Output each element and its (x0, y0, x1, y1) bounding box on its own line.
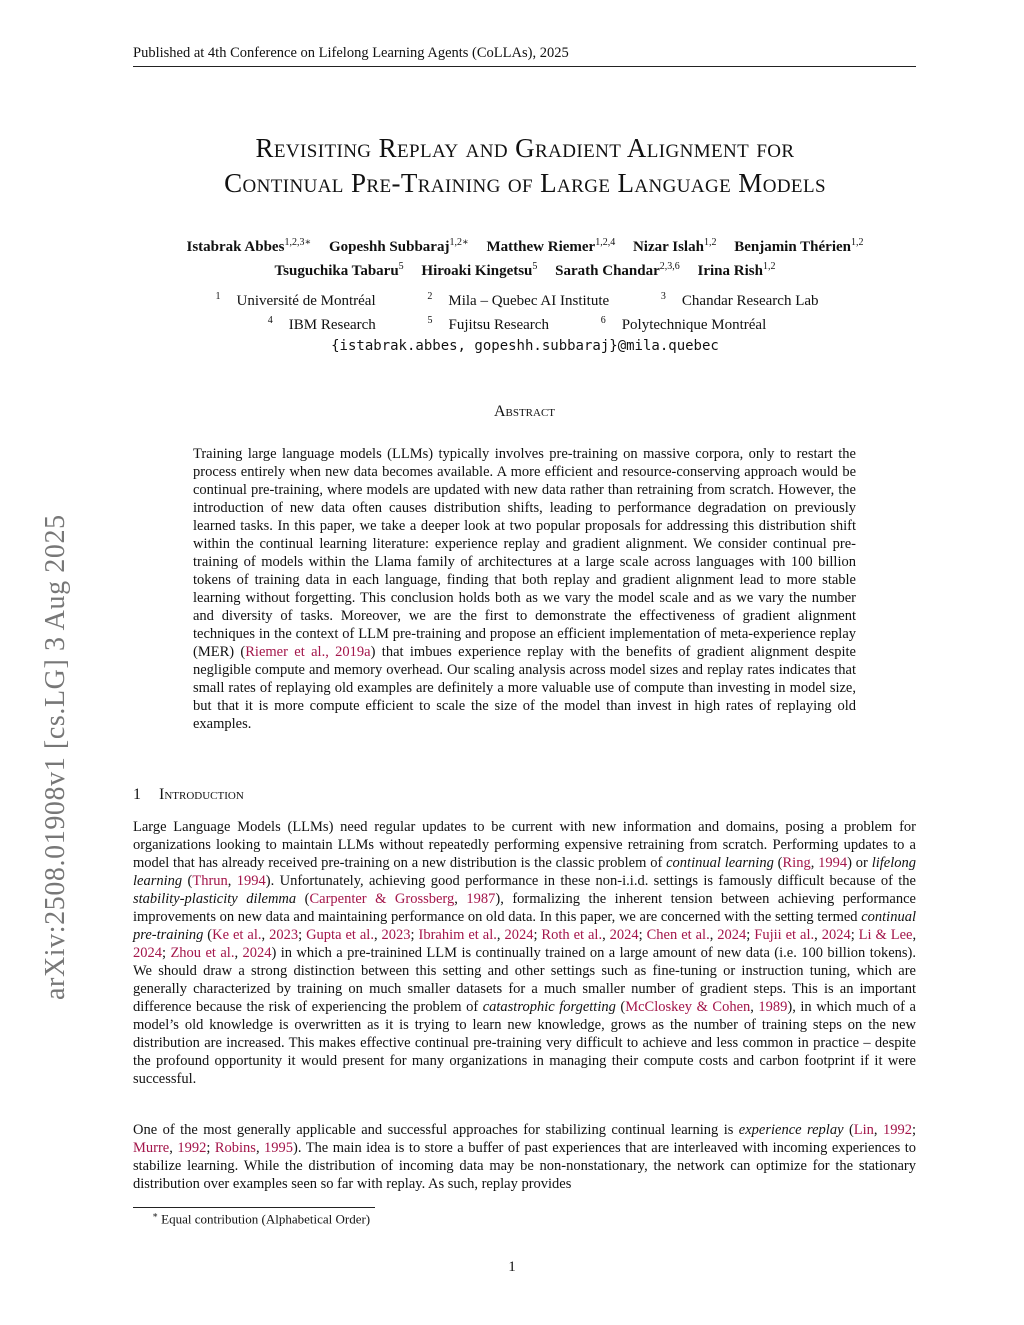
citation-link[interactable]: Thrun (192, 873, 228, 889)
paragraph-text: ) in which a pre-trainined LLM is continually trained on a large amount of new data (i.e. 100 billion tokens). We should draw a strong distinction between this setting and other settings such as fine-tuning or instruction tuning, which are generally characterized by training on much smaller datasets for a much smaller number of gradient steps. This is an important difference because the risk of experiencing the problem of (133, 945, 917, 1015)
paper-title-line-1: Revisiting Replay and Gradient Alignment for (255, 133, 795, 163)
paragraph-text: ; (206, 1140, 215, 1156)
paragraph-text: , (709, 927, 718, 943)
paragraph-text: , (750, 999, 759, 1015)
citation-link[interactable]: Fujii et al. (754, 927, 815, 943)
affiliation: $^2$ Mila – Quebec AI Institute (427, 291, 610, 309)
author-row-2 (100, 257, 950, 281)
paragraph-text: , (169, 1140, 178, 1156)
citation-link[interactable]: Robins (214, 1140, 256, 1156)
affiliation: $^6$ Polytechnique Montréal (600, 315, 767, 333)
paragraph-text: ), in which much of a model’s old knowledge is overwritten as it is trying to learn new knowledge, grows as the number of training steps on the new distribution are increased. This makes effective continual pre-training very difficult to achieve and less common in practice – despite the profound opportunity it would present for many organizations in managing their compute costs and carbon footprint if it were successful. (133, 999, 916, 1087)
paragraph-text: , (873, 1122, 883, 1138)
paragraph-text: ; (911, 1122, 917, 1138)
citation-link[interactable]: 1992 (177, 1140, 207, 1156)
paragraph-text: , (602, 927, 610, 943)
paragraph-text: , (454, 891, 467, 907)
paragraph-text: , (496, 927, 505, 943)
emphasis-term: stability-plasticity dilemma (133, 891, 297, 907)
citation-link[interactable]: Ring (782, 855, 811, 871)
citation-link[interactable]: Chen et al. (646, 927, 710, 943)
citation-link[interactable]: Li & Lee (858, 927, 913, 943)
affiliation: $^4$ IBM Research (267, 315, 376, 333)
paragraph-text: ; (410, 927, 419, 943)
paragraph-text: , (255, 1140, 265, 1156)
footnote: ∗ Equal contribution (Alphabetical Order) (152, 1210, 371, 1227)
paragraph-text: ; (162, 945, 171, 961)
paragraph-text: ; (298, 927, 307, 943)
author-list (100, 233, 950, 281)
footnote-rule (133, 1207, 375, 1208)
affiliation: $^3$ Chandar Research Lab (660, 291, 819, 309)
citation-link[interactable]: McCloskey & Cohen (625, 999, 751, 1015)
paragraph-text: ( (182, 873, 193, 889)
paragraph-text: One of the most generally applicable and successful approaches for stabilizing continual learning is (133, 1122, 739, 1138)
paragraph-text: ( (203, 927, 213, 943)
paragraph-text: Large Language Models (LLMs) need regular updates to be current with new information and domains, posing a problem for organizations looking to maintain LLMs without repeatedly performing expensive retraining from scratch. Performing updates to a model that has already received pre-training on a new distribution is the classic problem of (133, 819, 916, 871)
paragraph-text: , (227, 873, 237, 889)
emphasis-term: lifelong learning (133, 855, 916, 889)
emphasis-term: continual pre-training (133, 909, 916, 943)
author: Tsuguchika Tabaru$^5$ (274, 261, 404, 279)
citation-link[interactable]: Carpenter & Grossberg (309, 891, 455, 907)
paragraph-text: ; (746, 927, 755, 943)
paragraph-text: ) or (847, 855, 872, 871)
emphasis-term: continual learning (666, 855, 774, 871)
intro-paragraph-2 (133, 1121, 916, 1193)
citation-link[interactable]: 1989 (758, 999, 788, 1015)
paragraph-text: ; (850, 927, 859, 943)
author: Matthew Riemer$^{1,2,4}$ (486, 237, 616, 255)
page-number: 1 (508, 1259, 516, 1275)
author: Hiroaki Kingetsu$^5$ (421, 261, 538, 279)
affiliation: $^5$ Fujitsu Research (427, 315, 549, 333)
author: Irina Rish$^{1,2}$ (697, 261, 776, 279)
paragraph-text: ; (638, 927, 647, 943)
citation-link[interactable]: Riemer et al., 2019a (245, 644, 371, 660)
paragraph-text: ( (773, 855, 783, 871)
paragraph-text: , (373, 927, 382, 943)
paragraph-text: ; (533, 927, 542, 943)
emphasis-term: catastrophic forgetting (482, 999, 616, 1015)
abstract-body (193, 445, 856, 733)
author: Nizar Islah$^{1,2}$ (632, 237, 717, 255)
citation-link[interactable]: Ke et al. (212, 927, 262, 943)
abstract-text: ) that imbues experience replay with the benefits of gradient alignment despite negligible compute and memory overhead. Our scaling analysis across model sizes and replay rates indicates that small rates of replaying old examples are definitely a more valuable use of compute than investing in model size, but that it is more compute efficient to scale the size of the model than invest in high rates of replaying old examples. (193, 644, 856, 732)
author-row-1 (100, 233, 950, 257)
citation-link[interactable]: 1987 (466, 891, 496, 907)
contact-email[interactable]: {istabrak.abbes, gopeshh.subbaraj}@mila.quebec (331, 338, 719, 354)
running-header: Published at 4th Conference on Lifelong Learning Agents (CoLLAs), 2025 (133, 45, 569, 61)
citation-link[interactable]: Murre (133, 1140, 170, 1156)
emphasis-term: experience replay (738, 1122, 844, 1138)
abstract-text: Training large language models (LLMs) typically involves pre-training on massive corpora, only to restart the process entirely when new data becomes available. A more efficient and resource-conserving approach would be continual pre-training, where models are updated with new data rather than retraining from scratch. However, the introduction of new data often causes distribution shifts, leading to performance degradation on previously learned tasks. In this paper, we take a deeper look at two popular proposals for addressing this distribution shift within the continual learning literature: experience replay and gradient alignment. We consider continual pre-training of models within the Llama family of architectures at a large scale across languages with 100 billion tokens of training data in each language, finding that both replay and gradient alignment lead to more stable learning without forgetting. This conclusion holds both as we vary the model scale and as we vary the number and diversity of tasks. Moreover, we are the first to demonstrate the effectiveness of gradient alignment techniques in the context of LLM pre-training and propose an efficient implementation of meta-experience replay (MER) ( (193, 446, 856, 660)
affiliation-row-1 (100, 287, 950, 311)
citation-link[interactable]: Lin (853, 1122, 874, 1138)
paragraph-text: , (810, 855, 819, 871)
citation-link[interactable]: Ibrahim et al. (418, 927, 497, 943)
citation-link[interactable]: 1994 (236, 873, 266, 889)
author: Sarath Chandar$^{2,3,6}$ (555, 261, 680, 279)
citation-link[interactable]: Zhou et al. (170, 945, 235, 961)
paragraph-text: ), formalizing the inherent tension between achieving performance improvements on new data and maintaining performance on old data. In this paper, we are concerned with the setting termed (133, 891, 916, 925)
abstract-heading: Abstract (493, 403, 556, 420)
affiliations (100, 287, 950, 335)
paragraph-text: ). The main idea is to store a buffer of past experiences that are interleaved with incoming experiences to stabilize learning. While the distribution of incoming data may be non-nonstationary, the network can optimize for the stationary distribution over examples seen so far with replay. As such, replay provides (133, 1140, 916, 1192)
citation-link[interactable]: 2024 (821, 927, 851, 943)
citation-link[interactable]: 2024 (717, 927, 747, 943)
arxiv-stamp: arXiv:2508.01908v1 [cs.LG] 3 Aug 2025 (40, 514, 71, 1000)
citation-link[interactable]: Roth et al. (541, 927, 603, 943)
intro-paragraph-1 (133, 818, 916, 1088)
affiliation: $^1$ Université de Montréal (215, 291, 376, 309)
paragraph-text: ( (615, 999, 626, 1015)
paragraph-text: ( (296, 891, 310, 907)
paragraph-text: , (912, 927, 917, 943)
paper-title-line-2: Continual Pre-Training of Large Language Models (224, 168, 826, 198)
citation-link[interactable]: 2024 (133, 945, 162, 961)
affiliation-row-2 (100, 311, 950, 335)
citation-link[interactable]: 1995 (264, 1140, 294, 1156)
citation-link[interactable]: 2023 (381, 927, 411, 943)
citation-link[interactable]: 2023 (269, 927, 299, 943)
author: Istabrak Abbes$^{1,2,3∗}$ (186, 237, 312, 255)
header-rule (133, 66, 916, 67)
citation-link[interactable]: 2024 (242, 945, 272, 961)
paragraph-text: ). Unfortunately, achieving good performance in these non-i.i.d. settings is famously difficult because of the (265, 873, 916, 889)
paragraph-text: , (234, 945, 243, 961)
section-title: Introduction (159, 786, 244, 803)
citation-link[interactable]: 1992 (882, 1122, 912, 1138)
section-heading (133, 786, 244, 804)
citation-link[interactable]: 2024 (609, 927, 639, 943)
author: Gopeshh Subbaraj$^{1,2∗}$ (328, 237, 469, 255)
section-number: 1 (133, 786, 141, 803)
paragraph-text: , (814, 927, 822, 943)
citation-link[interactable]: Gupta et al. (306, 927, 374, 943)
citation-link[interactable]: 2024 (504, 927, 534, 943)
paragraph-text: , (261, 927, 270, 943)
paragraph-text: ( (843, 1122, 854, 1138)
citation-link[interactable]: 1994 (818, 855, 848, 871)
author: Benjamin Thérien$^{1,2}$ (734, 237, 864, 255)
